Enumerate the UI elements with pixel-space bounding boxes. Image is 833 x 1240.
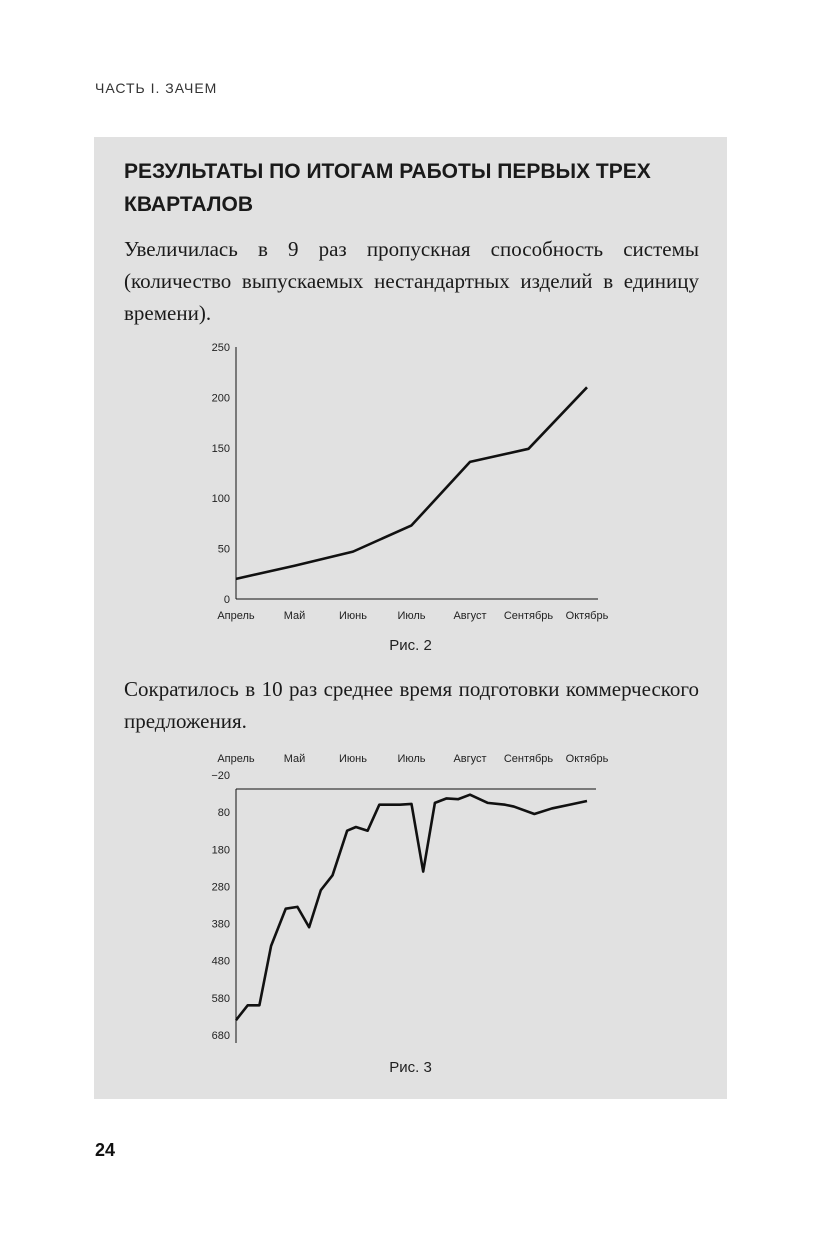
series-line — [236, 387, 587, 579]
y-tick-label: 80 — [217, 807, 230, 820]
y-tick-label: 150 — [211, 442, 230, 455]
y-tick-label: 580 — [211, 992, 230, 1005]
highlight-box — [94, 137, 727, 1099]
x-tick-label: Апрель — [217, 610, 255, 622]
paragraph-quote-time: Сократилось в 10 раз среднее время подготовки коммерческого предложения. — [124, 677, 699, 733]
figure-caption-2: Рис. 2 — [389, 637, 432, 654]
x-tick-label: Июль — [397, 610, 426, 622]
chart-throughput — [94, 337, 727, 627]
x-tick-label: Май — [283, 753, 306, 765]
y-tick-label: 480 — [211, 955, 230, 968]
y-tick-label: 0 — [223, 594, 230, 606]
x-tick-label: Октябрь — [565, 753, 609, 765]
box-title: РЕЗУЛЬТАТЫ ПО ИТОГАМ РАБОТЫ ПЕРВЫХ ТРЕХ КВАРТАЛОВ — [124, 160, 651, 216]
x-tick-label: Май — [283, 610, 306, 622]
figure-caption-3: Рис. 3 — [389, 1059, 432, 1076]
x-tick-label: Апрель — [217, 753, 255, 765]
y-tick-label: 250 — [211, 342, 230, 354]
y-tick-label: −20 — [211, 770, 230, 782]
y-tick-label: 380 — [211, 918, 230, 931]
page-number: 24 — [95, 1140, 116, 1160]
y-tick-label: 100 — [211, 493, 230, 506]
x-tick-label: Сентябрь — [503, 610, 554, 622]
x-tick-label: Июнь — [339, 753, 367, 765]
running-head: ЧАСТЬ I. ЗАЧЕМ — [95, 80, 218, 96]
chart-quote-time — [94, 745, 727, 1045]
y-tick-label: 50 — [217, 543, 230, 556]
y-tick-label: 180 — [211, 844, 230, 857]
y-tick-label: 200 — [211, 392, 230, 405]
x-tick-label: Август — [453, 753, 487, 765]
y-tick-label: 280 — [211, 881, 230, 894]
x-tick-label: Октябрь — [565, 610, 609, 622]
paragraph-throughput: Увеличилась в 9 раз пропускная способность системы (количество выпускаемых нестандартных изделий в единицу времени). — [124, 237, 699, 325]
y-tick-label: 680 — [211, 1030, 230, 1042]
x-tick-label: Июль — [397, 753, 426, 765]
x-tick-label: Сентябрь — [503, 753, 554, 765]
x-tick-label: Август — [453, 610, 487, 622]
x-tick-label: Июнь — [339, 610, 367, 622]
series-line — [236, 795, 587, 1020]
